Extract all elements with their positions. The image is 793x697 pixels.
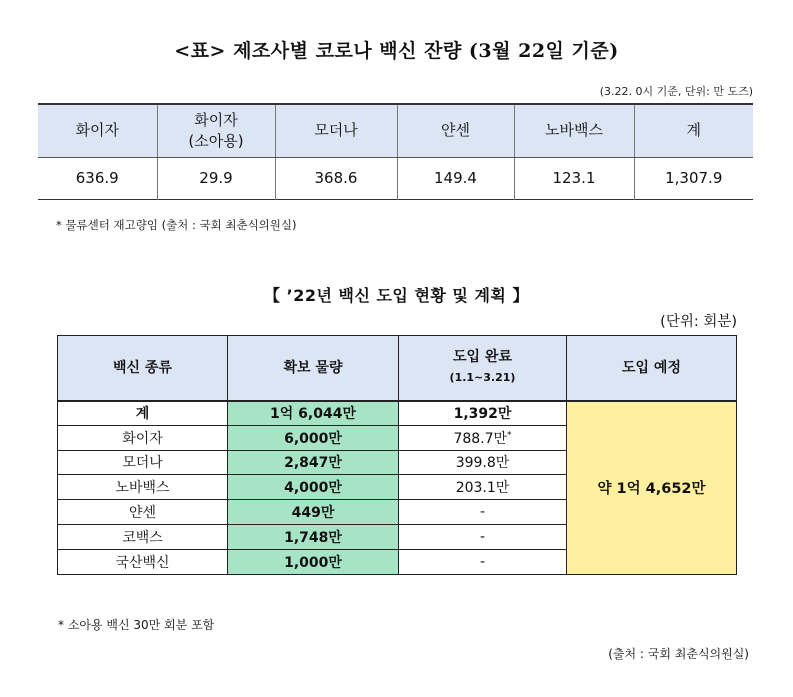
header-secured: 확보 물량 [228,336,399,401]
header-cell: 모더나 [275,104,397,157]
table2-title: 【 ’22년 백신 도입 현황 및 계획 】 [264,286,529,305]
secured-cell: 1,748만 [228,524,399,549]
header-cell: 화이자 [38,104,157,157]
planned-cell: 약 1억 4,652만 [567,401,737,575]
header-cell: 노바백스 [514,104,634,157]
completed-cell: - [399,524,567,549]
vaccine-stock-table [38,103,753,200]
table1-unit-note: (3.22. 0시 기준, 단위: 만 도즈) [599,85,753,98]
header-cell: 화이자 (소아용) [157,104,275,157]
vaccine-name: 국산백신 [58,549,228,574]
secured-cell: 6,000만 [228,425,399,450]
vaccine-import-table [57,335,737,575]
table-row [58,401,737,426]
vaccine-name: 모더나 [58,450,228,475]
secured-cell: 4,000만 [228,475,399,500]
value-cell: 368.6 [275,157,397,199]
table1-footnote: * 물류센터 재고량임 (출처 : 국회 최춘식의원실) [56,218,297,232]
value-cell: 1,307.9 [634,157,753,199]
table2-footnote: * 소아용 백신 30만 회분 포함 [58,618,215,632]
table-row [38,157,753,199]
table2-unit-note: (단위: 회분) [660,314,737,330]
header-planned: 도입 예정 [567,336,737,401]
table1-title: <표> 제조사별 코로나 백신 잔량 (3월 22일 기준) [174,40,619,62]
vaccine-name: 얀센 [58,500,228,525]
value-cell: 636.9 [75,169,119,187]
table-header-row [38,104,753,157]
secured-cell: 1,000만 [228,549,399,574]
completed-cell: 203.1만 [399,475,567,500]
value-cell: 149.4 [397,157,514,199]
value-cell: 123.1 [514,157,634,199]
header-vaccine-type: 백신 종류 [58,336,228,401]
header-completed: 도입 완료 (1.1~3.21) [399,336,567,401]
secured-cell: 1억 6,044만 [228,401,399,426]
header-cell: 얀센 [397,104,514,157]
table-header-row [58,336,737,401]
footnote-mark: * [507,430,512,441]
header-cell: 계 [634,104,753,157]
completed-cell: 399.8만 [399,450,567,475]
vaccine-name: 계 [58,401,228,426]
vaccine-name: 코백스 [58,524,228,549]
secured-cell: 449만 [228,500,399,525]
table2-source: (출처 : 국회 최춘식의원실) [608,647,749,661]
completed-cell: - [399,500,567,525]
vaccine-name: 화이자 [58,425,228,450]
completed-cell: 1,392만 [399,401,567,426]
completed-cell: 788.7만* [399,425,567,450]
completed-cell: - [399,549,567,574]
secured-cell: 2,847만 [228,450,399,475]
vaccine-name: 노바백스 [58,475,228,500]
value-cell: 29.9 [157,157,275,199]
